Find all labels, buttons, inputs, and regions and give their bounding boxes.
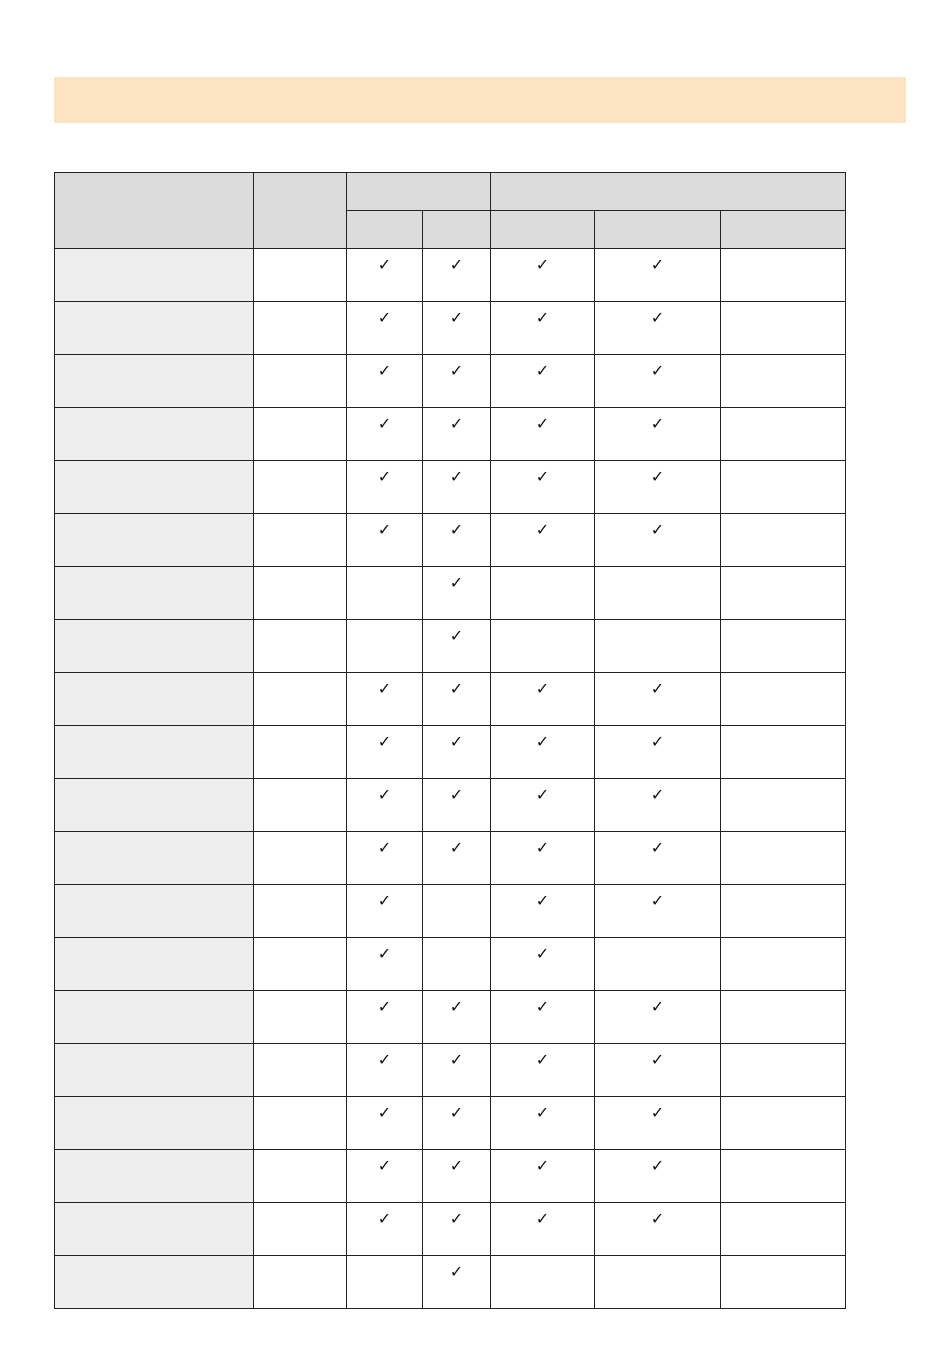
row-value-cell	[254, 355, 347, 408]
table-row	[55, 302, 846, 355]
row-label-cell	[55, 938, 254, 991]
row-label-cell	[55, 1044, 254, 1097]
check-mark-icon: ✓	[535, 520, 550, 539]
check-mark-icon: ✓	[535, 838, 550, 857]
support-cell	[423, 1044, 491, 1097]
check-mark-icon: ✓	[377, 944, 392, 963]
check-mark-icon: ✓	[535, 361, 550, 380]
row-value-cell	[254, 991, 347, 1044]
check-mark-icon: ✓	[535, 1209, 550, 1228]
row-value-cell	[254, 726, 347, 779]
row-value-cell	[254, 1203, 347, 1256]
support-cell	[347, 673, 423, 726]
support-cell	[423, 1097, 491, 1150]
support-cell	[595, 1097, 721, 1150]
support-cell	[595, 461, 721, 514]
header-cell-item	[55, 173, 254, 249]
support-cell	[721, 620, 846, 673]
row-label-cell	[55, 514, 254, 567]
row-label-cell	[55, 673, 254, 726]
support-cell	[347, 620, 423, 673]
support-cell	[721, 249, 846, 302]
support-cell	[595, 1203, 721, 1256]
table-row	[55, 355, 846, 408]
support-cell	[347, 991, 423, 1044]
check-mark-icon: ✓	[449, 997, 464, 1016]
support-cell	[491, 673, 595, 726]
support-cell	[491, 1044, 595, 1097]
check-mark-icon: ✓	[535, 308, 550, 327]
support-cell	[721, 938, 846, 991]
support-cell	[347, 355, 423, 408]
support-cell	[423, 408, 491, 461]
row-label-cell	[55, 620, 254, 673]
support-cell	[721, 832, 846, 885]
check-mark-icon: ✓	[449, 414, 464, 433]
table-row	[55, 832, 846, 885]
support-cell	[423, 567, 491, 620]
support-cell	[423, 779, 491, 832]
check-mark-icon: ✓	[650, 679, 665, 698]
check-mark-icon: ✓	[449, 255, 464, 274]
header-subcell-5	[721, 211, 846, 249]
check-mark-icon: ✓	[449, 1103, 464, 1122]
row-label-cell	[55, 1150, 254, 1203]
support-cell	[595, 567, 721, 620]
row-label-cell	[55, 726, 254, 779]
table-row	[55, 1150, 846, 1203]
support-cell	[347, 514, 423, 567]
support-cell	[595, 885, 721, 938]
check-mark-icon: ✓	[377, 838, 392, 857]
support-cell	[423, 355, 491, 408]
support-cell	[491, 514, 595, 567]
check-mark-icon: ✓	[650, 520, 665, 539]
check-mark-icon: ✓	[535, 732, 550, 751]
support-cell	[347, 249, 423, 302]
support-cell	[721, 726, 846, 779]
check-mark-icon: ✓	[650, 255, 665, 274]
row-label-cell	[55, 461, 254, 514]
support-cell	[721, 1097, 846, 1150]
table-row	[55, 1097, 846, 1150]
support-cell	[595, 832, 721, 885]
table-row	[55, 726, 846, 779]
row-value-cell	[254, 779, 347, 832]
check-mark-icon: ✓	[535, 1103, 550, 1122]
row-value-cell	[254, 514, 347, 567]
check-mark-icon: ✓	[377, 1156, 392, 1175]
support-cell	[491, 832, 595, 885]
check-mark-icon: ✓	[650, 891, 665, 910]
table-row	[55, 1044, 846, 1097]
check-mark-icon: ✓	[377, 1209, 392, 1228]
support-cell	[491, 1203, 595, 1256]
support-cell	[595, 779, 721, 832]
check-mark-icon: ✓	[449, 520, 464, 539]
support-cell	[491, 1097, 595, 1150]
support-cell	[423, 1150, 491, 1203]
support-cell	[423, 885, 491, 938]
check-mark-icon: ✓	[377, 997, 392, 1016]
check-mark-icon: ✓	[535, 944, 550, 963]
check-mark-icon: ✓	[535, 467, 550, 486]
check-mark-icon: ✓	[535, 785, 550, 804]
support-cell	[423, 1256, 491, 1309]
row-label-cell	[55, 1256, 254, 1309]
row-label-cell	[55, 779, 254, 832]
check-mark-icon: ✓	[377, 361, 392, 380]
support-cell	[423, 620, 491, 673]
check-mark-icon: ✓	[449, 679, 464, 698]
check-mark-icon: ✓	[650, 997, 665, 1016]
check-mark-icon: ✓	[650, 1209, 665, 1228]
support-cell	[491, 779, 595, 832]
support-cell	[491, 1256, 595, 1309]
row-value-cell	[254, 938, 347, 991]
row-label-cell	[55, 249, 254, 302]
check-mark-icon: ✓	[377, 308, 392, 327]
check-mark-icon: ✓	[377, 520, 392, 539]
support-cell	[491, 567, 595, 620]
header-subcell-2	[423, 211, 491, 249]
support-cell	[721, 567, 846, 620]
support-cell	[595, 408, 721, 461]
support-cell	[721, 1256, 846, 1309]
row-label-cell	[55, 1097, 254, 1150]
support-cell	[423, 673, 491, 726]
support-cell	[491, 355, 595, 408]
check-mark-icon: ✓	[449, 1209, 464, 1228]
header-cell-col2	[254, 173, 347, 249]
check-mark-icon: ✓	[377, 732, 392, 751]
row-value-cell	[254, 408, 347, 461]
table-row	[55, 408, 846, 461]
support-cell	[347, 567, 423, 620]
row-value-cell	[254, 885, 347, 938]
header-cell-group-2	[491, 173, 846, 211]
support-cell	[595, 1044, 721, 1097]
check-mark-icon: ✓	[377, 255, 392, 274]
check-mark-icon: ✓	[650, 1050, 665, 1069]
row-value-cell	[254, 249, 347, 302]
support-cell	[595, 514, 721, 567]
check-mark-icon: ✓	[650, 1156, 665, 1175]
support-cell	[423, 1203, 491, 1256]
support-cell	[721, 514, 846, 567]
row-label-cell	[55, 1203, 254, 1256]
row-label-cell	[55, 567, 254, 620]
check-mark-icon: ✓	[377, 467, 392, 486]
row-value-cell	[254, 832, 347, 885]
support-cell	[423, 938, 491, 991]
row-label-cell	[55, 832, 254, 885]
check-mark-icon: ✓	[449, 308, 464, 327]
support-cell	[595, 1150, 721, 1203]
row-value-cell	[254, 1044, 347, 1097]
section-header-band	[54, 77, 906, 123]
support-cell	[347, 832, 423, 885]
header-cell-group-1	[347, 173, 491, 211]
support-cell	[595, 302, 721, 355]
row-value-cell	[254, 1256, 347, 1309]
support-cell	[721, 673, 846, 726]
support-cell	[491, 249, 595, 302]
table-row	[55, 885, 846, 938]
check-mark-icon: ✓	[535, 679, 550, 698]
row-label-cell	[55, 885, 254, 938]
check-mark-icon: ✓	[650, 467, 665, 486]
check-mark-icon: ✓	[449, 1050, 464, 1069]
support-cell	[423, 726, 491, 779]
support-cell	[595, 249, 721, 302]
support-cell	[721, 1203, 846, 1256]
support-cell	[423, 991, 491, 1044]
table-header-row-1	[55, 173, 846, 211]
check-mark-icon: ✓	[449, 732, 464, 751]
support-cell	[721, 779, 846, 832]
check-mark-icon: ✓	[650, 732, 665, 751]
support-cell	[347, 779, 423, 832]
support-cell	[347, 461, 423, 514]
row-value-cell	[254, 1150, 347, 1203]
row-value-cell	[254, 461, 347, 514]
check-mark-icon: ✓	[449, 467, 464, 486]
row-label-cell	[55, 991, 254, 1044]
feature-support-table	[54, 172, 846, 1309]
table-row	[55, 779, 846, 832]
table-row	[55, 991, 846, 1044]
row-value-cell	[254, 673, 347, 726]
check-mark-icon: ✓	[449, 626, 464, 645]
support-cell	[721, 461, 846, 514]
check-mark-icon: ✓	[650, 785, 665, 804]
support-cell	[423, 514, 491, 567]
check-mark-icon: ✓	[377, 414, 392, 433]
check-mark-icon: ✓	[449, 361, 464, 380]
support-cell	[347, 1150, 423, 1203]
support-cell	[721, 408, 846, 461]
row-label-cell	[55, 302, 254, 355]
support-cell	[595, 673, 721, 726]
support-cell	[423, 249, 491, 302]
support-cell	[721, 355, 846, 408]
support-cell	[491, 461, 595, 514]
table-row	[55, 461, 846, 514]
support-cell	[721, 1044, 846, 1097]
support-cell	[595, 355, 721, 408]
check-mark-icon: ✓	[650, 414, 665, 433]
support-cell	[347, 1203, 423, 1256]
support-cell	[595, 620, 721, 673]
row-label-cell	[55, 408, 254, 461]
check-mark-icon: ✓	[535, 1050, 550, 1069]
support-cell	[423, 302, 491, 355]
support-cell	[491, 302, 595, 355]
support-cell	[347, 302, 423, 355]
check-mark-icon: ✓	[449, 573, 464, 592]
support-cell	[595, 938, 721, 991]
header-subcell-3	[491, 211, 595, 249]
check-mark-icon: ✓	[535, 1156, 550, 1175]
support-cell	[721, 1150, 846, 1203]
check-mark-icon: ✓	[449, 785, 464, 804]
check-mark-icon: ✓	[377, 679, 392, 698]
table-row	[55, 249, 846, 302]
check-mark-icon: ✓	[535, 255, 550, 274]
support-cell	[595, 991, 721, 1044]
support-cell	[491, 991, 595, 1044]
support-cell	[347, 1097, 423, 1150]
table-row	[55, 620, 846, 673]
support-cell	[491, 620, 595, 673]
check-mark-icon: ✓	[377, 1103, 392, 1122]
row-value-cell	[254, 620, 347, 673]
support-cell	[491, 408, 595, 461]
check-mark-icon: ✓	[449, 1156, 464, 1175]
check-mark-icon: ✓	[650, 308, 665, 327]
check-mark-icon: ✓	[535, 414, 550, 433]
check-mark-icon: ✓	[377, 891, 392, 910]
check-mark-icon: ✓	[449, 1262, 464, 1281]
check-mark-icon: ✓	[535, 891, 550, 910]
table-row	[55, 567, 846, 620]
header-subcell-1	[347, 211, 423, 249]
row-value-cell	[254, 567, 347, 620]
support-cell	[721, 885, 846, 938]
check-mark-icon: ✓	[650, 361, 665, 380]
support-cell	[423, 832, 491, 885]
support-cell	[347, 726, 423, 779]
table-row	[55, 673, 846, 726]
table-row	[55, 938, 846, 991]
row-value-cell	[254, 302, 347, 355]
check-mark-icon: ✓	[650, 838, 665, 857]
support-cell	[491, 885, 595, 938]
support-cell	[347, 1256, 423, 1309]
check-mark-icon: ✓	[535, 997, 550, 1016]
support-cell	[721, 302, 846, 355]
support-cell	[347, 938, 423, 991]
row-value-cell	[254, 1097, 347, 1150]
check-mark-icon: ✓	[449, 838, 464, 857]
table-body	[55, 173, 846, 1309]
table-row	[55, 1256, 846, 1309]
support-cell	[595, 1256, 721, 1309]
header-subcell-4	[595, 211, 721, 249]
support-cell	[721, 991, 846, 1044]
row-label-cell	[55, 355, 254, 408]
table-row	[55, 1203, 846, 1256]
table-row	[55, 514, 846, 567]
support-cell	[423, 461, 491, 514]
check-mark-icon: ✓	[377, 785, 392, 804]
support-cell	[347, 885, 423, 938]
support-cell	[347, 1044, 423, 1097]
check-mark-icon: ✓	[650, 1103, 665, 1122]
support-cell	[347, 408, 423, 461]
support-cell	[491, 726, 595, 779]
support-cell	[491, 938, 595, 991]
support-cell	[491, 1150, 595, 1203]
check-mark-icon: ✓	[377, 1050, 392, 1069]
support-cell	[595, 726, 721, 779]
